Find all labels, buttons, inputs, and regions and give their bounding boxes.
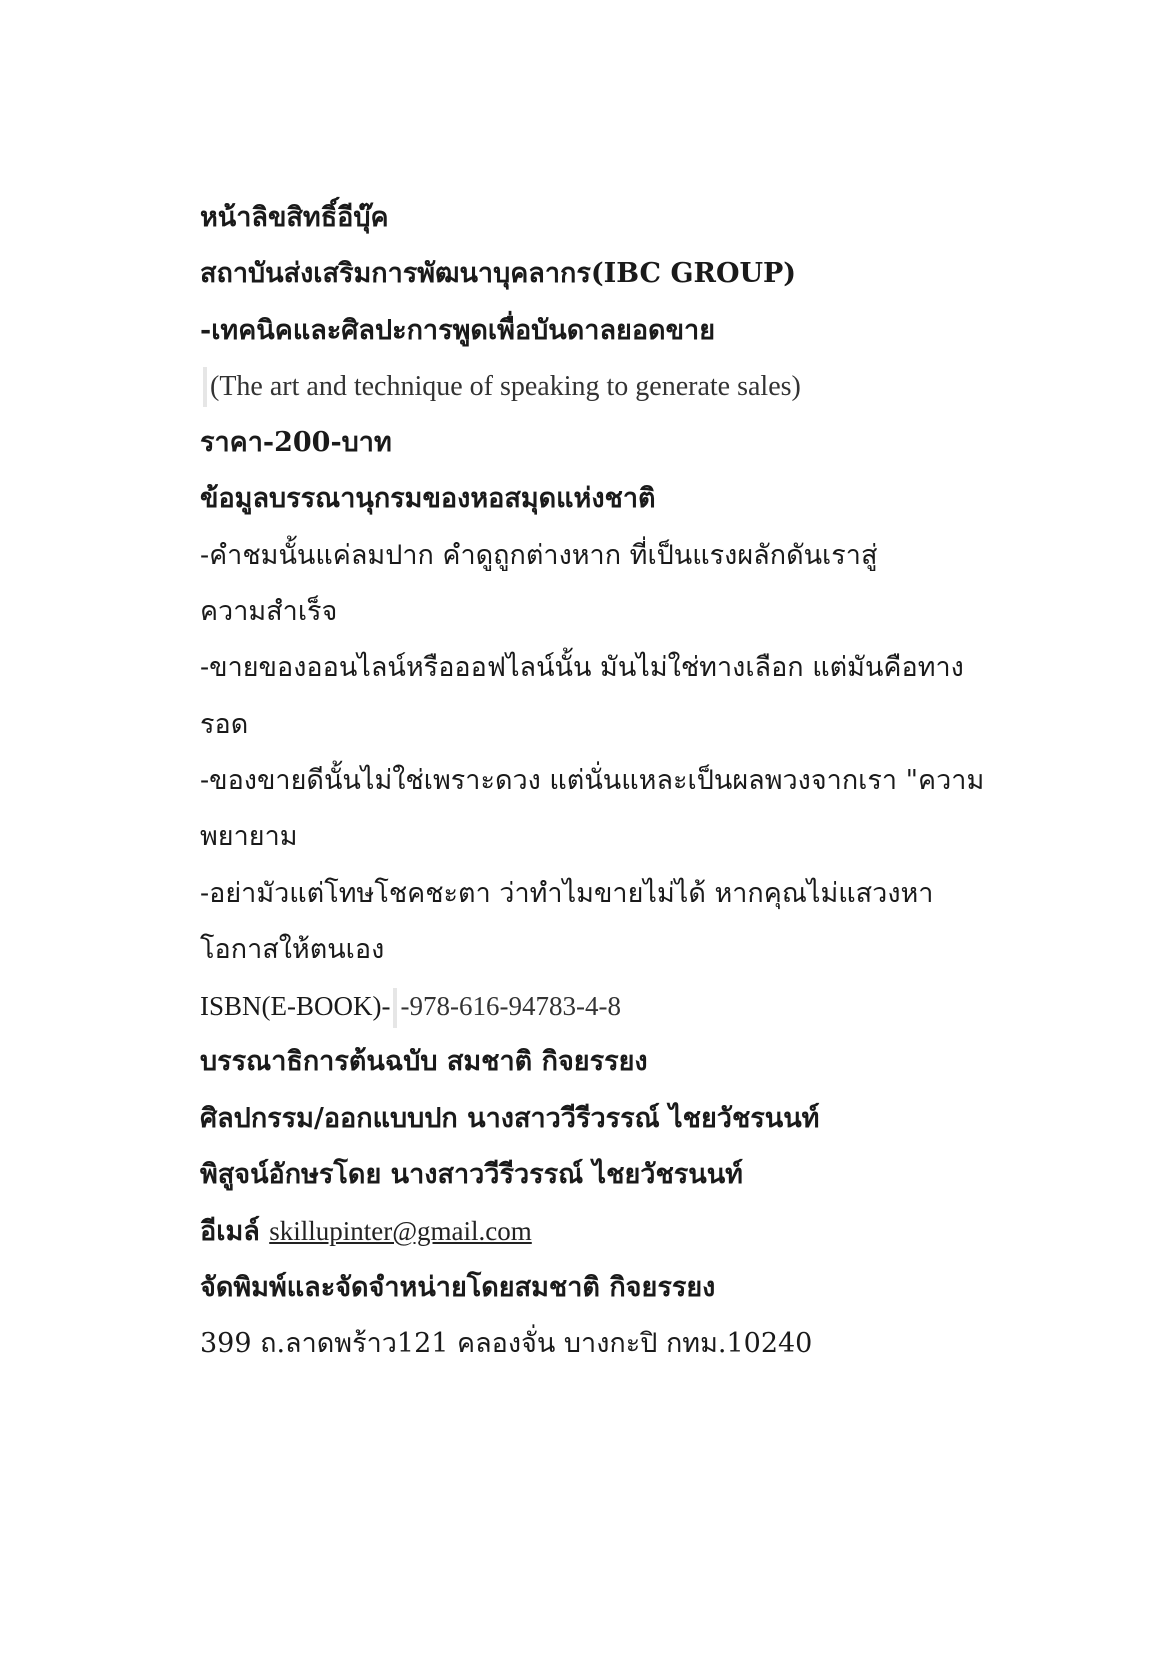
quote-3-line-1: -ของขายดีนั้นไม่ใช่เพราะดวง แต่นั่นแหละเป็นผลพวงจากเรา "ความ [200, 764, 985, 796]
isbn-number: -978-616-94783-4-8 [400, 991, 621, 1022]
quote-3-line-2: พยายาม [200, 821, 298, 853]
quote-2-line-1: -ขายของออนไลน์หรือออฟไลน์นั้น มันไม่ใช่ทางเลือก แต่มันคือทาง [200, 652, 964, 684]
quote-4-line-1: -อย่ามัวแต่โทษโชคชะตา ว่าทำไมขายไม่ได้ หากคุณไม่แสวงหา [200, 877, 934, 909]
text-cursor-mark [203, 367, 207, 407]
email-label: อีเมล์ [200, 1216, 260, 1248]
distributor-credit: จัดพิมพ์และจัดจำหน่ายโดยสมชาติ กิจยรรยง [200, 1271, 716, 1303]
isbn-line [200, 978, 1100, 1034]
copyright-title: หน้าลิขสิทธิ์อีบุ๊ค [200, 202, 389, 233]
proofreader-credit: พิสูจน์อักษรโดย นางสาววีรีวรรณ์ ไชยวัชรนนท์ [200, 1159, 743, 1191]
book-title-english: (The art and technique of speaking to generate sales) [210, 370, 801, 402]
editor-credit: บรรณาธิการต้นฉบับ สมชาติ กิจยรรยง [200, 1046, 648, 1078]
catalog-heading: ข้อมูลบรรณานุกรมของหอสมุดแห่งชาติ [200, 483, 656, 515]
artist-credit: ศิลปกรรม/ออกแบบปก นางสาววีรีวรรณ์ ไชยวัชรนนท์ [200, 1102, 820, 1134]
copyright-page [200, 190, 1100, 1372]
quote-1-line-1: -คำชมนั้นแค่ลมปาก คำดูถูกต่างหาก ที่เป็นแรงผลักดันเราสู่ [200, 539, 878, 571]
book-title-english-line [200, 359, 1100, 415]
isbn-label: ISBN(E-BOOK)- [200, 991, 391, 1022]
address: 399 ถ.ลาดพร้าว121 คลองจั่น บางกะปิ กทม.10240 [200, 1327, 813, 1359]
email-line [200, 1203, 1100, 1259]
quote-4-line-2: โอกาสให้ตนเอง [200, 933, 385, 965]
text-cursor-mark [393, 988, 397, 1028]
price: ราคา-200-บาท [200, 427, 392, 459]
publisher-name: สถาบันส่งเสริมการพัฒนาบุคลากร(IBC GROUP) [200, 258, 797, 290]
email-link[interactable]: skillupinter@gmail.com [269, 1216, 532, 1247]
quote-2-line-2: รอด [200, 708, 249, 740]
quote-1-line-2: ความสำเร็จ [200, 596, 338, 628]
book-title-thai: -เทคนิคและศิลปะการพูดเพื่อบันดาลยอดขาย [200, 314, 716, 346]
